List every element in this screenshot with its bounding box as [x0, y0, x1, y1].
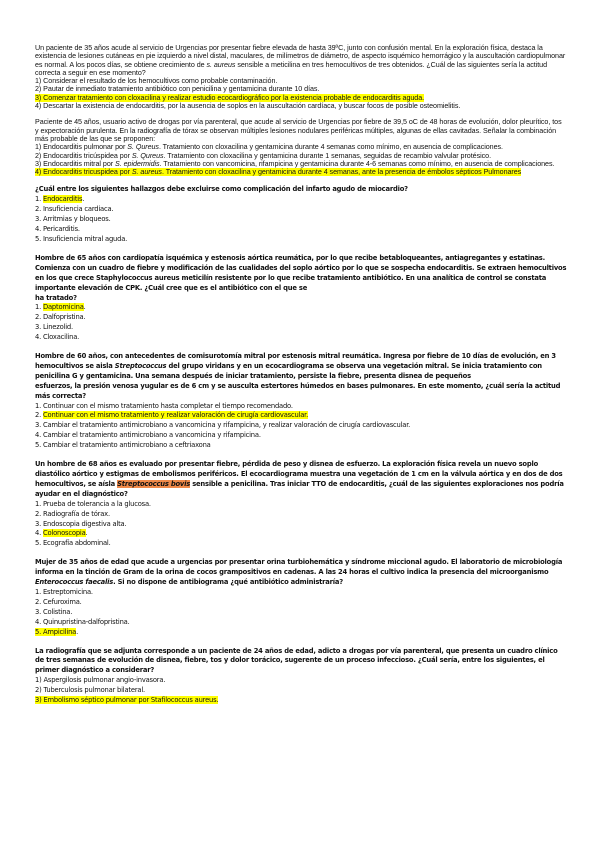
answer-option: [35, 102, 567, 110]
text-segment: 1) Considerar el resultado de los hemocultivos como probable contaminación.: [35, 77, 278, 86]
highlighted-text: Continuar con el mismo tratamiento y realizar valoración de cirugía cardiovascular.: [43, 411, 309, 420]
text-segment: 4) Endocarditis tricuspidea por: [35, 168, 132, 177]
answer-option: [35, 323, 567, 333]
text-segment: 3. Arritmias y bloqueos.: [35, 215, 111, 224]
text-segment: Enterococcus faecalis: [35, 578, 114, 587]
highlighted-text: 5. Ampicilina: [35, 627, 77, 636]
question-stem: [35, 44, 567, 77]
text-segment: 3. Linezolid.: [35, 323, 73, 332]
highlighted-text: 3) Embolismo séptico pulmonar por Stafilococcus aureus.: [35, 696, 219, 705]
answer-option: [35, 225, 567, 235]
text-segment: 5. Insuficiencia mitral aguda.: [35, 234, 128, 243]
text-segment: . Tratamiento con cloxacilina y gentamicina durante 4 semanas, ante la presencia de émbolos sépticos Pulmonares: [161, 168, 522, 177]
text-segment: 3. Cambiar el tratamiento antimicrobiano a vancomicina y rifampicina, y realizar valoración de cirugía cardiovascular.: [35, 421, 411, 430]
question-stem: [35, 647, 567, 677]
question-block-q2: [35, 118, 567, 176]
spacer: [35, 176, 567, 185]
spacer: [35, 245, 567, 254]
text-segment: La radiografía que se adjunta corresponde a un paciente de 24 años de edad, adicto a drogas por vía parenteral, que presenta un cuadro clínico de tres semanas de evolución de disnea, fiebre, tos y dolor torácico, sugerente de un proceso infeccioso. ¿Cuál sería, entre los siguientes, el primer diagnóstico a considerar?: [35, 646, 558, 675]
answer-option: [35, 195, 567, 205]
answer-option: [35, 431, 567, 441]
question-block-q8: [35, 647, 567, 706]
question-block-q3: [35, 185, 567, 244]
text-segment: 2) Tuberculosis pulmonar bilateral.: [35, 686, 145, 695]
question-block-q5: [35, 352, 567, 451]
question-stem: [35, 352, 567, 382]
answer-option: [35, 160, 567, 168]
text-segment: 2) Pautar de inmediato tratamiento antibiótico con penicilina y gentamicina durante 10 días.: [35, 85, 320, 94]
highlighted-text: Daptomicina: [43, 303, 84, 312]
question-stem: [35, 185, 567, 195]
answer-option: [35, 676, 567, 686]
question-stem: [35, 294, 567, 304]
text-segment: . Tratamiento con cloxacilina y gentamicina durante 4 semanas como mínimo, en ausencia de complicaciones.: [158, 143, 503, 152]
spacer: [35, 638, 567, 647]
text-segment: 1. Estreptomicina.: [35, 587, 93, 596]
question-block-q4: [35, 254, 567, 343]
text-segment: .: [85, 529, 88, 538]
answer-option: [35, 143, 567, 151]
text-segment: 1) Endocarditis pulmonar por: [35, 143, 128, 152]
answer-option: [35, 215, 567, 225]
text-segment: 1. Continuar con el mismo tratamiento hasta completar el tiempo recomendado.: [35, 401, 293, 410]
text-segment: ¿Cuál entre los siguientes hallazgos debe excluirse como complicación del infarto agudo de miocardio?: [35, 185, 408, 194]
question-stem: [35, 254, 567, 294]
text-segment: Streptococcus: [114, 361, 167, 370]
question-block-q7: [35, 558, 567, 637]
text-segment: sensible a meticilina en tres hemocultivos de tres obtenidos. ¿Cuál de las siguientes sería la actitud correcta a seguir en ese momento?: [35, 60, 548, 77]
question-block-q1: [35, 44, 567, 110]
answer-option: [35, 500, 567, 510]
text-segment: 3. Endoscopia digestiva alta.: [35, 519, 127, 528]
answer-option: [35, 303, 567, 313]
text-segment: . Si no dispone de antibiograma ¿qué antibiótico administraría?: [113, 578, 343, 587]
text-segment: 3) Comenzar tratamiento con cloxacilina y realizar estudio ecocardiográfico por la existencia probable de endocarditis aguda.: [35, 93, 425, 102]
text-segment: Hombre de 65 años con cardiopatía isquémica y estenosis aórtica reumática, por lo que recibe betabloqueantes, antiagregantes y estatinas. Comienza con un cuadro de fiebre y modificación de las cualidades del soplo aórtico por lo que se sospecha endocarditis. Se extraen hemocultivos en los que crece Staphylococcus aureus meticilín resistente por lo que recibe tratamiento antibiótico. En una analítica de control se constata importante elevación de CPK. ¿Cuál cree que es el antibiótico con el que se: [35, 253, 567, 292]
text-segment: 2) Endocarditis tricúspidea por: [35, 151, 132, 160]
text-segment: del grupo viridans y en un ecocardiograma se observa una vegetación mitral. Se inicia tratamiento con penicilina G y gentamicina. Una semana después de iniciar tratamiento, persiste la fiebre, presenta disnea de pequeños: [35, 361, 542, 380]
text-segment: 2. Dalfopristina.: [35, 313, 86, 322]
highlighted-text: Streptococcus bovis: [117, 479, 191, 488]
spacer: [35, 110, 567, 118]
answer-option: [35, 598, 567, 608]
text-segment: 2.: [35, 411, 43, 420]
answer-option: [35, 77, 567, 85]
question-stem: [35, 382, 567, 402]
text-segment: 4. Quinupristina-dalfopristina.: [35, 617, 130, 626]
answer-option: [35, 608, 567, 618]
answer-option: [35, 313, 567, 323]
text-segment: Un hombre de 68 años es evaluado por presentar fiebre, pérdida de peso y disnea de esfuerzo. La exploración física revela un nuevo soplo diastólico aórtico y estigmas de embolismos periféricos. El ecocardiograma muestra una vegetación de 1 cm en la válvula aórtica y en dos de dos hemocultivos, se aísla: [35, 460, 563, 488]
text-segment: 5. Ecografía abdominal.: [35, 539, 111, 548]
answer-option: [35, 520, 567, 530]
text-segment: Un paciente de 35 años acude al servicio de Urgencias por presentar fiebre elevada de hasta 39ºC, junto con confusión mental. En la exploración física, destaca la existencia de lesiones cutáneas en pie izquierdo a nivel distal, maculares, de milímetros de diámetro, de aspecto isquémico hemorrágico y la auscultación cardiopulmonar es normal. A los pocos días, se obtiene crecimiento de: [35, 44, 566, 69]
text-segment: 2. Insuficiencia cardiaca.: [35, 205, 114, 214]
answer-option: [35, 539, 567, 549]
text-segment: 4. Cambiar el tratamiento antimicrobiano a vancomicina y rifampicina.: [35, 431, 261, 440]
text-segment: 1) Aspergilosis pulmonar angio-invasora.: [35, 676, 166, 685]
answer-option: [35, 94, 567, 102]
text-segment: .: [83, 303, 86, 312]
spacer: [35, 343, 567, 352]
answer-option: [35, 588, 567, 598]
text-segment: Mujer de 35 años de edad que acude a urgencias por presentar orina turbiohemática y síndrome miccional agudo. El laboratorio de microbiología informa en la tinción de Gram de la orina de cocos grampositivos en cadenas. A las 24 horas el cultivo indica la presencia del microorganismo: [35, 558, 563, 577]
text-segment: s. aureus: [206, 60, 236, 69]
text-segment: . Tratamiento con vancomicina, rifampicina y gentamicina durante 4-6 semanas como mínimo, en ausencia de complicaciones.: [159, 159, 555, 168]
text-segment: S. Qureus: [131, 151, 164, 160]
question-block-q6: [35, 460, 567, 549]
text-segment: 4) Descartar la existencia de endocarditis, por la ausencia de soplos en la auscultación cardíaca, y buscar focos de posible osteomielitis.: [35, 102, 461, 111]
text-segment: 3) Endocarditis mitral por: [35, 159, 116, 168]
answer-option: [35, 421, 567, 431]
text-segment: 1.: [35, 195, 43, 204]
question-stem: [35, 118, 567, 143]
answer-option: [35, 85, 567, 93]
answer-option: [35, 510, 567, 520]
text-segment: 2. Radiografía de tórax.: [35, 509, 110, 518]
text-segment: 4. Pericarditis.: [35, 225, 80, 234]
document-page: [35, 44, 567, 706]
spacer: [35, 451, 567, 460]
answer-option: [35, 168, 567, 176]
answer-option: [35, 696, 567, 706]
question-stem: [35, 558, 567, 588]
text-segment: 1. Prueba de tolerancia a la glucosa.: [35, 499, 151, 508]
text-segment: S. Qureus: [127, 143, 159, 152]
answer-option: [35, 205, 567, 215]
text-segment: 4. Cloxacilina.: [35, 333, 80, 342]
answer-option: [35, 333, 567, 343]
answer-option: [35, 235, 567, 245]
text-segment: .: [82, 195, 85, 204]
answer-option: [35, 686, 567, 696]
answer-option: [35, 529, 567, 539]
answer-option: [35, 618, 567, 628]
text-segment: .: [76, 627, 79, 636]
answer-option: [35, 402, 567, 412]
text-segment: 5. Cambiar el tratamiento antimicrobiano a ceftriaxona: [35, 441, 211, 450]
highlighted-text: Endocarditis: [43, 195, 83, 204]
text-segment: . Tratamiento con cloxacilina y gentamicina durante 1 semanas, seguidas de recambio valvular protésico.: [163, 151, 492, 160]
text-segment: 1.: [35, 303, 43, 312]
text-segment: Paciente de 45 años, usuario activo de drogas por vía parenteral, que acude al servicio de Urgencias por fiebre de 39,5 oC de 48 horas de evolución, dolor pleurítico, tos y expectoración purulenta. En la radiografía de tórax se observan múltiples lesiones nodulares periféricas múltiples, algunas de ellas cavitadas. Señalar la combinación más probable de las que se proponen:: [35, 118, 562, 143]
answer-option: [35, 411, 567, 421]
spacer: [35, 549, 567, 558]
question-stem: [35, 460, 567, 500]
text-segment: Hombre de 60 años, con antecedentes de comisurotomía mitral por estenosis mitral reumática. Ingresa por fiebre de 10 días de evolución, en 3 hemocultivos se aisla: [35, 352, 556, 370]
text-segment: 4.: [35, 529, 43, 538]
text-segment: ha tratado?: [35, 293, 77, 302]
text-segment: S. aureus: [131, 168, 162, 177]
answer-option: [35, 628, 567, 638]
highlighted-text: Colonoscopia: [43, 529, 86, 538]
text-segment: esfuerzos, la presión venosa yugular es de 6 cm y se ausculta estertores húmedos en bases pulmonares. En este momento, ¿cuál sería la actitud más correcta?: [35, 381, 561, 400]
answer-option: [35, 152, 567, 160]
answer-option: [35, 441, 567, 451]
text-segment: 2. Cefuroxima.: [35, 597, 82, 606]
text-segment: 3. Colistina.: [35, 607, 73, 616]
text-segment: S. epidermidis: [115, 159, 160, 168]
text-segment: sensible a penicilina. Tras iniciar TTO de endocarditis, ¿cuál de las siguientes exploraciones nos podría ayudar en el diagnóstico?: [35, 479, 564, 498]
